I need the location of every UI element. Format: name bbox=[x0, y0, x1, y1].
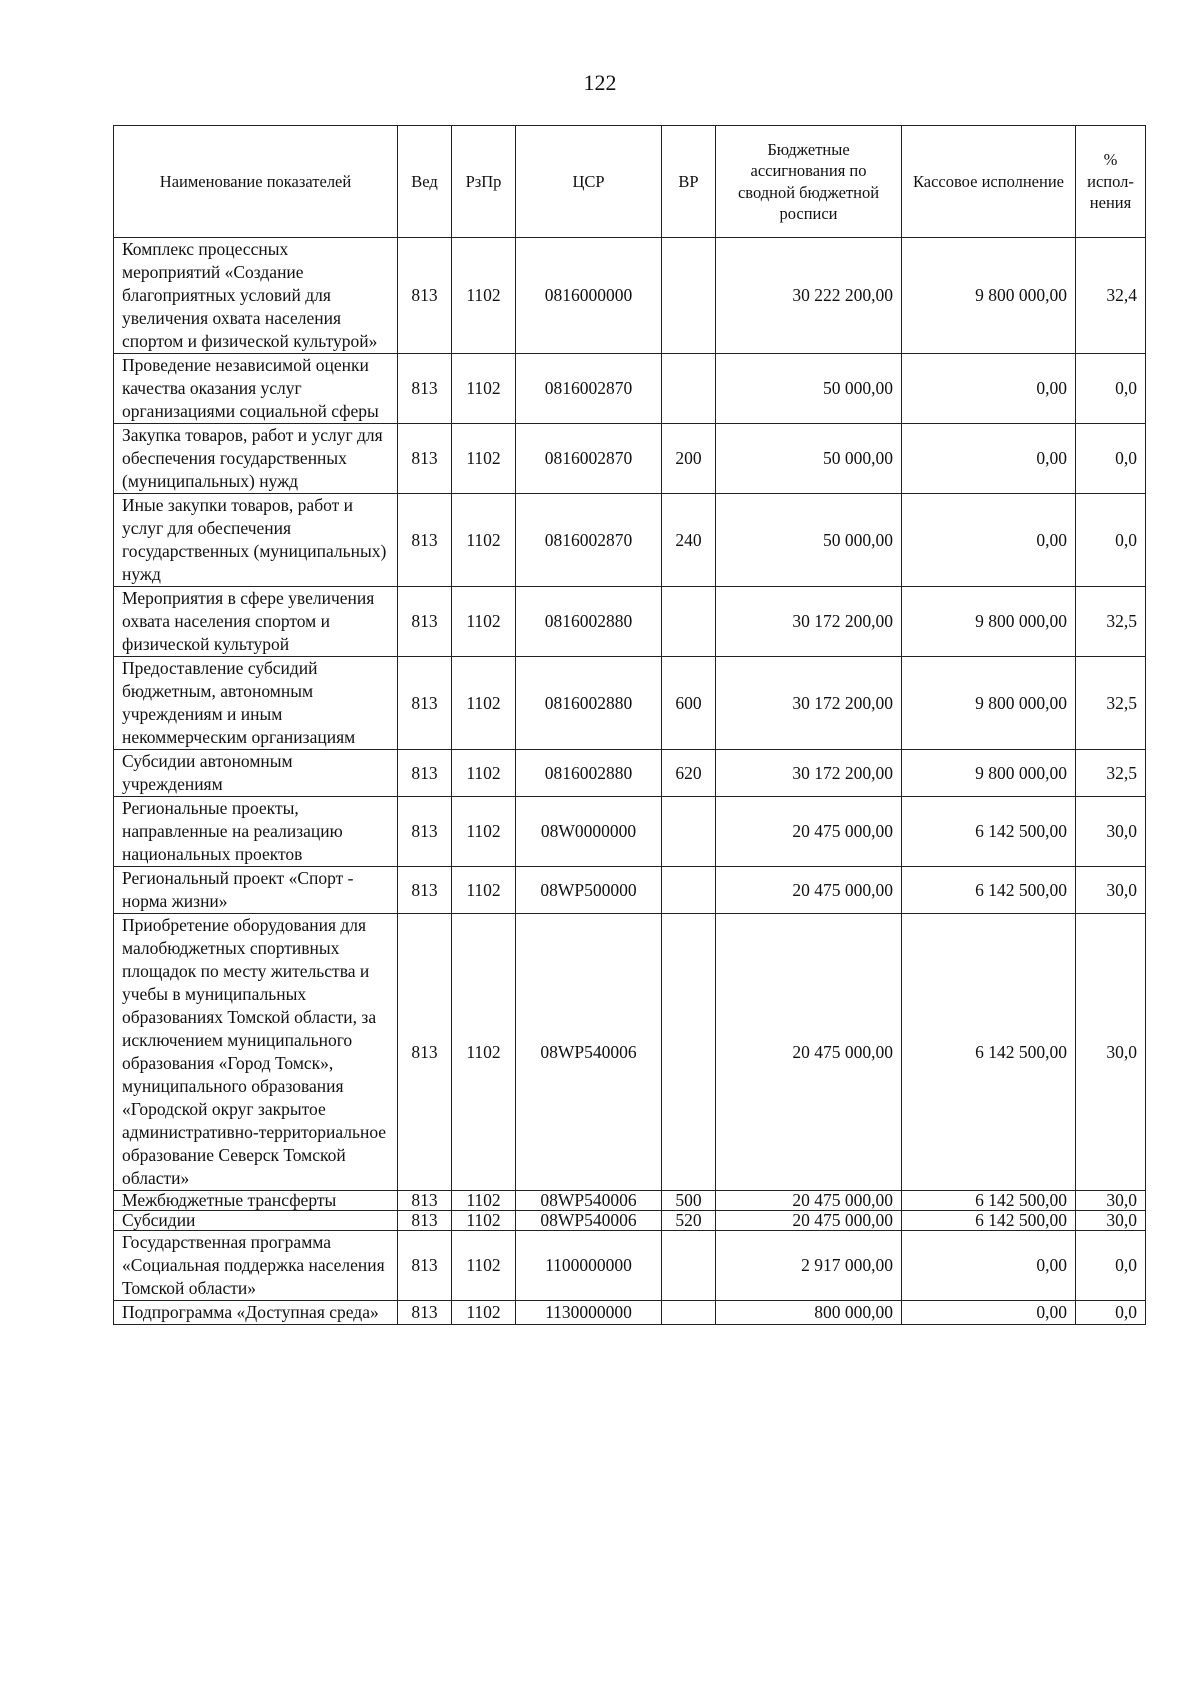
row-name: Иные закупки товаров, работ и услуг для обеспечения государственных (муниципальных) нужд bbox=[114, 494, 398, 587]
row-csr: 0816002870 bbox=[516, 354, 662, 424]
row-rzpr: 1102 bbox=[452, 494, 516, 587]
row-percent: 32,5 bbox=[1076, 657, 1146, 750]
table-row bbox=[114, 238, 1146, 354]
row-cash: 9 800 000,00 bbox=[902, 750, 1076, 797]
header-vr: ВР bbox=[662, 126, 716, 238]
row-budget: 50 000,00 bbox=[716, 424, 902, 494]
row-csr: 1100000000 bbox=[516, 1231, 662, 1301]
row-ved: 813 bbox=[398, 657, 452, 750]
header-name: Наименование показателей bbox=[114, 126, 398, 238]
row-ved: 813 bbox=[398, 238, 452, 354]
row-ved: 813 bbox=[398, 797, 452, 867]
row-csr: 08WP500000 bbox=[516, 867, 662, 914]
row-name: Субсидии bbox=[114, 1211, 398, 1231]
row-cash: 0,00 bbox=[902, 424, 1076, 494]
row-rzpr: 1102 bbox=[452, 238, 516, 354]
row-vr bbox=[662, 238, 716, 354]
table-row bbox=[114, 494, 1146, 587]
row-cash: 9 800 000,00 bbox=[902, 657, 1076, 750]
row-cash: 0,00 bbox=[902, 1231, 1076, 1301]
table-row bbox=[114, 1211, 1146, 1231]
row-rzpr: 1102 bbox=[452, 914, 516, 1191]
row-rzpr: 1102 bbox=[452, 797, 516, 867]
row-cash: 6 142 500,00 bbox=[902, 1211, 1076, 1231]
row-csr: 08W0000000 bbox=[516, 797, 662, 867]
row-name: Региональные проекты, направленные на реализацию национальных проектов bbox=[114, 797, 398, 867]
row-budget: 20 475 000,00 bbox=[716, 867, 902, 914]
row-vr bbox=[662, 1301, 716, 1325]
row-rzpr: 1102 bbox=[452, 424, 516, 494]
row-cash: 6 142 500,00 bbox=[902, 914, 1076, 1191]
row-rzpr: 1102 bbox=[452, 1191, 516, 1211]
row-ved: 813 bbox=[398, 354, 452, 424]
row-rzpr: 1102 bbox=[452, 1211, 516, 1231]
header-ved: Вед bbox=[398, 126, 452, 238]
row-cash: 6 142 500,00 bbox=[902, 867, 1076, 914]
row-percent: 0,0 bbox=[1076, 1301, 1146, 1325]
row-name: Комплекс процессных мероприятий «Создание благоприятных условий для увеличения охвата населения спортом и физической культурой» bbox=[114, 238, 398, 354]
table-row bbox=[114, 867, 1146, 914]
header-cash: Кассовое исполнение bbox=[902, 126, 1076, 238]
row-ved: 813 bbox=[398, 424, 452, 494]
row-cash: 6 142 500,00 bbox=[902, 797, 1076, 867]
row-cash: 0,00 bbox=[902, 354, 1076, 424]
table-row bbox=[114, 797, 1146, 867]
row-ved: 813 bbox=[398, 867, 452, 914]
table-row bbox=[114, 1301, 1146, 1325]
row-budget: 30 172 200,00 bbox=[716, 587, 902, 657]
row-cash: 6 142 500,00 bbox=[902, 1191, 1076, 1211]
row-percent: 30,0 bbox=[1076, 1191, 1146, 1211]
row-percent: 32,4 bbox=[1076, 238, 1146, 354]
row-cash: 0,00 bbox=[902, 494, 1076, 587]
table-row bbox=[114, 1231, 1146, 1301]
row-vr bbox=[662, 587, 716, 657]
row-budget: 50 000,00 bbox=[716, 354, 902, 424]
row-rzpr: 1102 bbox=[452, 1301, 516, 1325]
row-vr bbox=[662, 914, 716, 1191]
table-row bbox=[114, 424, 1146, 494]
row-budget: 30 222 200,00 bbox=[716, 238, 902, 354]
row-vr bbox=[662, 354, 716, 424]
row-ved: 813 bbox=[398, 1231, 452, 1301]
row-budget: 50 000,00 bbox=[716, 494, 902, 587]
row-name: Проведение независимой оценки качества оказания услуг организациями социальной сферы bbox=[114, 354, 398, 424]
row-csr: 0816002870 bbox=[516, 424, 662, 494]
row-name: Подпрограмма «Доступная среда» bbox=[114, 1301, 398, 1325]
row-rzpr: 1102 bbox=[452, 750, 516, 797]
row-budget: 20 475 000,00 bbox=[716, 1211, 902, 1231]
header-rzpr: РзПр bbox=[452, 126, 516, 238]
row-percent: 32,5 bbox=[1076, 750, 1146, 797]
row-vr bbox=[662, 1231, 716, 1301]
row-csr: 08WP540006 bbox=[516, 914, 662, 1191]
table-row bbox=[114, 914, 1146, 1191]
row-percent: 0,0 bbox=[1076, 424, 1146, 494]
row-rzpr: 1102 bbox=[452, 1231, 516, 1301]
row-vr: 600 bbox=[662, 657, 716, 750]
row-vr: 500 bbox=[662, 1191, 716, 1211]
table-row bbox=[114, 750, 1146, 797]
row-csr: 08WP540006 bbox=[516, 1211, 662, 1231]
row-percent: 30,0 bbox=[1076, 797, 1146, 867]
row-percent: 30,0 bbox=[1076, 867, 1146, 914]
row-csr: 0816002880 bbox=[516, 657, 662, 750]
header-row bbox=[114, 126, 1146, 238]
row-name: Региональный проект «Спорт - норма жизни» bbox=[114, 867, 398, 914]
row-percent: 0,0 bbox=[1076, 354, 1146, 424]
row-cash: 9 800 000,00 bbox=[902, 587, 1076, 657]
table-row bbox=[114, 587, 1146, 657]
header-budget: Бюджетные ассигнования по сводной бюджетной росписи bbox=[716, 126, 902, 238]
row-csr: 0816002880 bbox=[516, 750, 662, 797]
row-ved: 813 bbox=[398, 914, 452, 1191]
row-rzpr: 1102 bbox=[452, 657, 516, 750]
table-row bbox=[114, 354, 1146, 424]
row-ved: 813 bbox=[398, 587, 452, 657]
row-rzpr: 1102 bbox=[452, 354, 516, 424]
row-budget: 20 475 000,00 bbox=[716, 914, 902, 1191]
row-percent: 30,0 bbox=[1076, 1211, 1146, 1231]
table-row bbox=[114, 1191, 1146, 1211]
header-percent: % испол-нения bbox=[1076, 126, 1146, 238]
row-vr: 200 bbox=[662, 424, 716, 494]
table-row bbox=[114, 657, 1146, 750]
row-ved: 813 bbox=[398, 494, 452, 587]
row-vr: 240 bbox=[662, 494, 716, 587]
row-vr bbox=[662, 867, 716, 914]
budget-table bbox=[113, 125, 1146, 1325]
row-budget: 30 172 200,00 bbox=[716, 657, 902, 750]
row-cash: 0,00 bbox=[902, 1301, 1076, 1325]
row-csr: 0816000000 bbox=[516, 238, 662, 354]
row-budget: 2 917 000,00 bbox=[716, 1231, 902, 1301]
row-percent: 32,5 bbox=[1076, 587, 1146, 657]
row-budget: 800 000,00 bbox=[716, 1301, 902, 1325]
row-cash: 9 800 000,00 bbox=[902, 238, 1076, 354]
row-name: Государственная программа «Социальная поддержка населения Томской области» bbox=[114, 1231, 398, 1301]
row-name: Приобретение оборудования для малобюджетных спортивных площадок по месту жительства и учебы в муниципальных образованиях Томской области, за исключением муниципального образования «Город Томск», муниципального образования «Городской округ закрытое административно-территориальное образование Северск Томской области» bbox=[114, 914, 398, 1191]
row-vr bbox=[662, 797, 716, 867]
row-name: Закупка товаров, работ и услуг для обеспечения государственных (муниципальных) нужд bbox=[114, 424, 398, 494]
row-ved: 813 bbox=[398, 1301, 452, 1325]
row-rzpr: 1102 bbox=[452, 587, 516, 657]
header-csr: ЦСР bbox=[516, 126, 662, 238]
row-name: Мероприятия в сфере увеличения охвата населения спортом и физической культурой bbox=[114, 587, 398, 657]
row-ved: 813 bbox=[398, 1191, 452, 1211]
row-csr: 0816002880 bbox=[516, 587, 662, 657]
row-ved: 813 bbox=[398, 750, 452, 797]
row-csr: 0816002870 bbox=[516, 494, 662, 587]
row-name: Предоставление субсидий бюджетным, автономным учреждениям и иным некоммерческим организациям bbox=[114, 657, 398, 750]
row-csr: 1130000000 bbox=[516, 1301, 662, 1325]
row-percent: 0,0 bbox=[1076, 494, 1146, 587]
row-percent: 0,0 bbox=[1076, 1231, 1146, 1301]
row-vr: 620 bbox=[662, 750, 716, 797]
row-budget: 20 475 000,00 bbox=[716, 797, 902, 867]
row-budget: 30 172 200,00 bbox=[716, 750, 902, 797]
row-ved: 813 bbox=[398, 1211, 452, 1231]
row-rzpr: 1102 bbox=[452, 867, 516, 914]
row-csr: 08WP540006 bbox=[516, 1191, 662, 1211]
row-percent: 30,0 bbox=[1076, 914, 1146, 1191]
page-number: 122 bbox=[583, 70, 617, 95]
row-vr: 520 bbox=[662, 1211, 716, 1231]
row-name: Межбюджетные трансферты bbox=[114, 1191, 398, 1211]
row-name: Субсидии автономным учреждениям bbox=[114, 750, 398, 797]
row-budget: 20 475 000,00 bbox=[716, 1191, 902, 1211]
